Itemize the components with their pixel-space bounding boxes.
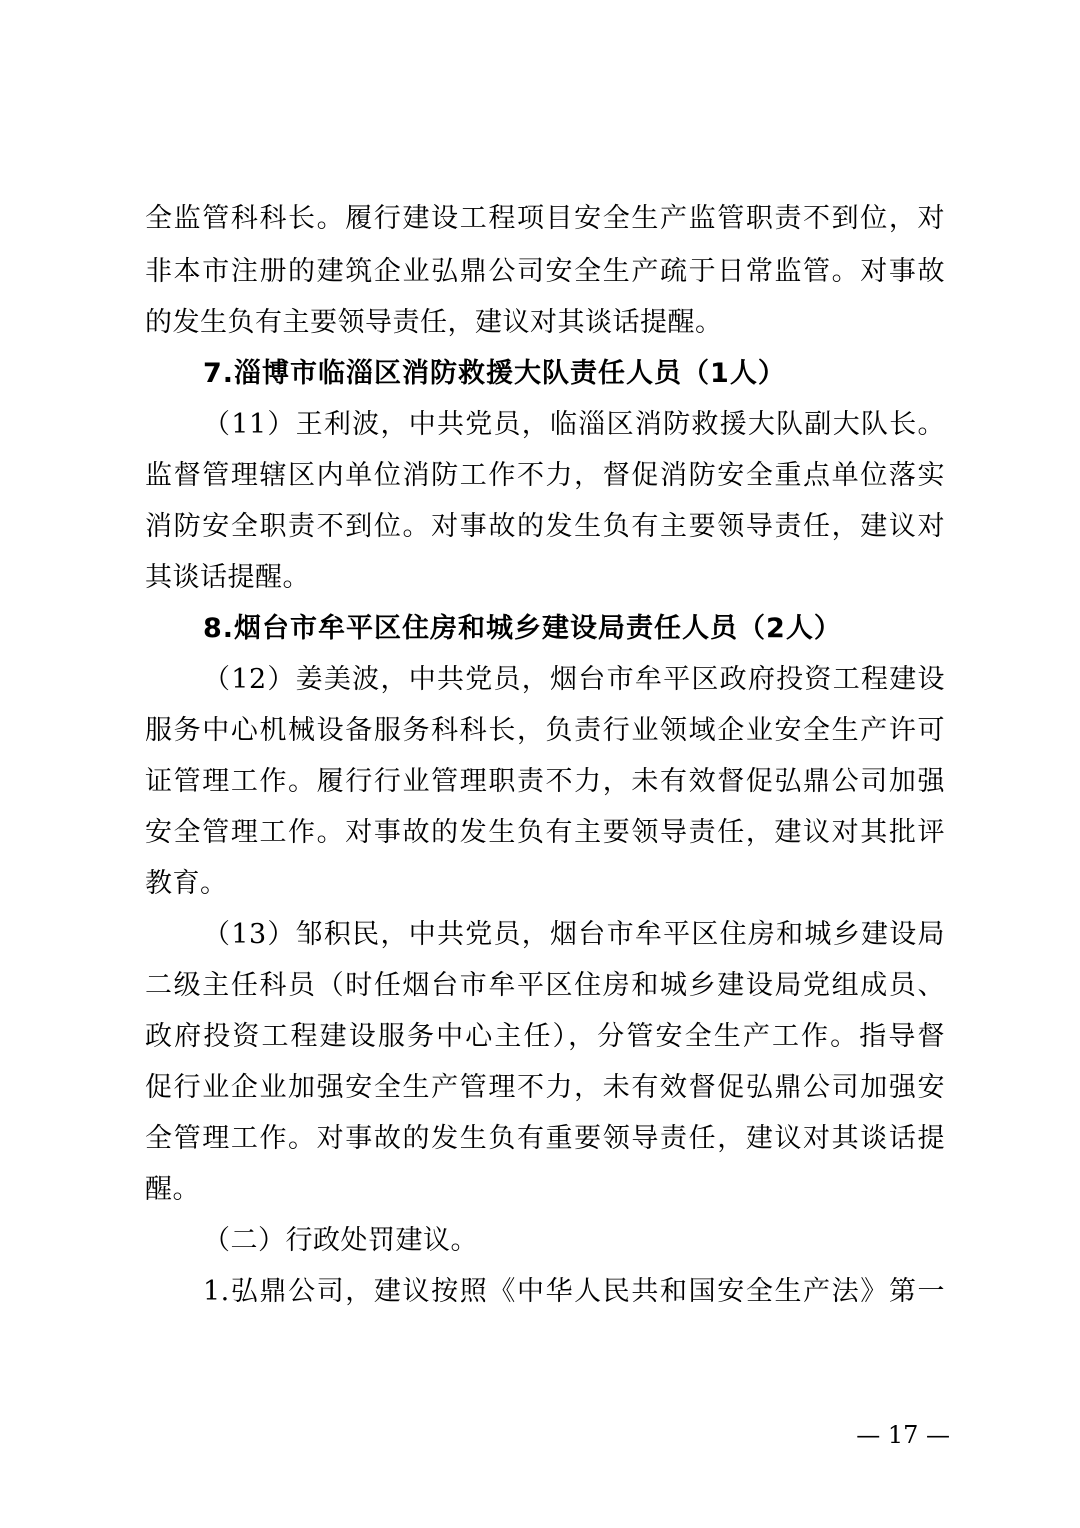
page-number: — 17 —: [856, 1421, 950, 1449]
body-text-line: （12）姜美波，中共党员，烟台市牟平区政府投资工程建设: [203, 664, 945, 695]
body-text-line: 非本市注册的建筑企业弘鼎公司安全生产疏于日常监管。对事故: [145, 256, 945, 287]
body-text-line: （11）王利波，中共党员，临淄区消防救援大队副大队长。: [203, 409, 945, 440]
body-text-line: （13）邹积民，中共党员，烟台市牟平区住房和城乡建设局: [203, 919, 945, 950]
body-text-line: 教育。: [145, 868, 228, 899]
body-text-line: 促行业企业加强安全生产管理不力，未有效督促弘鼎公司加强安: [145, 1072, 945, 1103]
section-heading: 8.烟台市牟平区住房和城乡建设局责任人员（2人）: [203, 613, 842, 644]
body-text-line: 其谈话提醒。: [145, 562, 310, 593]
section-heading: 7.淄博市临淄区消防救援大队责任人员（1人）: [203, 358, 786, 389]
body-text-line: 全监管科科长。履行建设工程项目安全生产监管职责不到位，对: [145, 203, 945, 234]
subsection-heading: （二）行政处罚建议。: [203, 1225, 478, 1256]
body-text-line: 政府投资工程建设服务中心主任），分管安全生产工作。指导督: [145, 1021, 945, 1052]
body-text-line: 消防安全职责不到位。对事故的发生负有主要领导责任，建议对: [145, 511, 945, 542]
body-text-line: 1.弘鼎公司，建议按照《中华人民共和国安全生产法》第一: [203, 1276, 945, 1307]
body-text-line: 监督管理辖区内单位消防工作不力，督促消防安全重点单位落实: [145, 460, 945, 491]
body-text-line: 的发生负有主要领导责任，建议对其谈话提醒。: [145, 307, 723, 338]
body-text-line: 服务中心机械设备服务科科长，负责行业领域企业安全生产许可: [145, 715, 945, 746]
body-text-line: 安全管理工作。对事故的发生负有主要领导责任，建议对其批评: [145, 817, 945, 848]
body-text-line: 全管理工作。对事故的发生负有重要领导责任，建议对其谈话提: [145, 1123, 945, 1154]
body-text-line: 证管理工作。履行行业管理职责不力，未有效督促弘鼎公司加强: [145, 766, 945, 797]
body-text-line: 二级主任科员（时任烟台市牟平区住房和城乡建设局党组成员、: [145, 970, 945, 1001]
body-text-line: 醒。: [145, 1174, 200, 1205]
